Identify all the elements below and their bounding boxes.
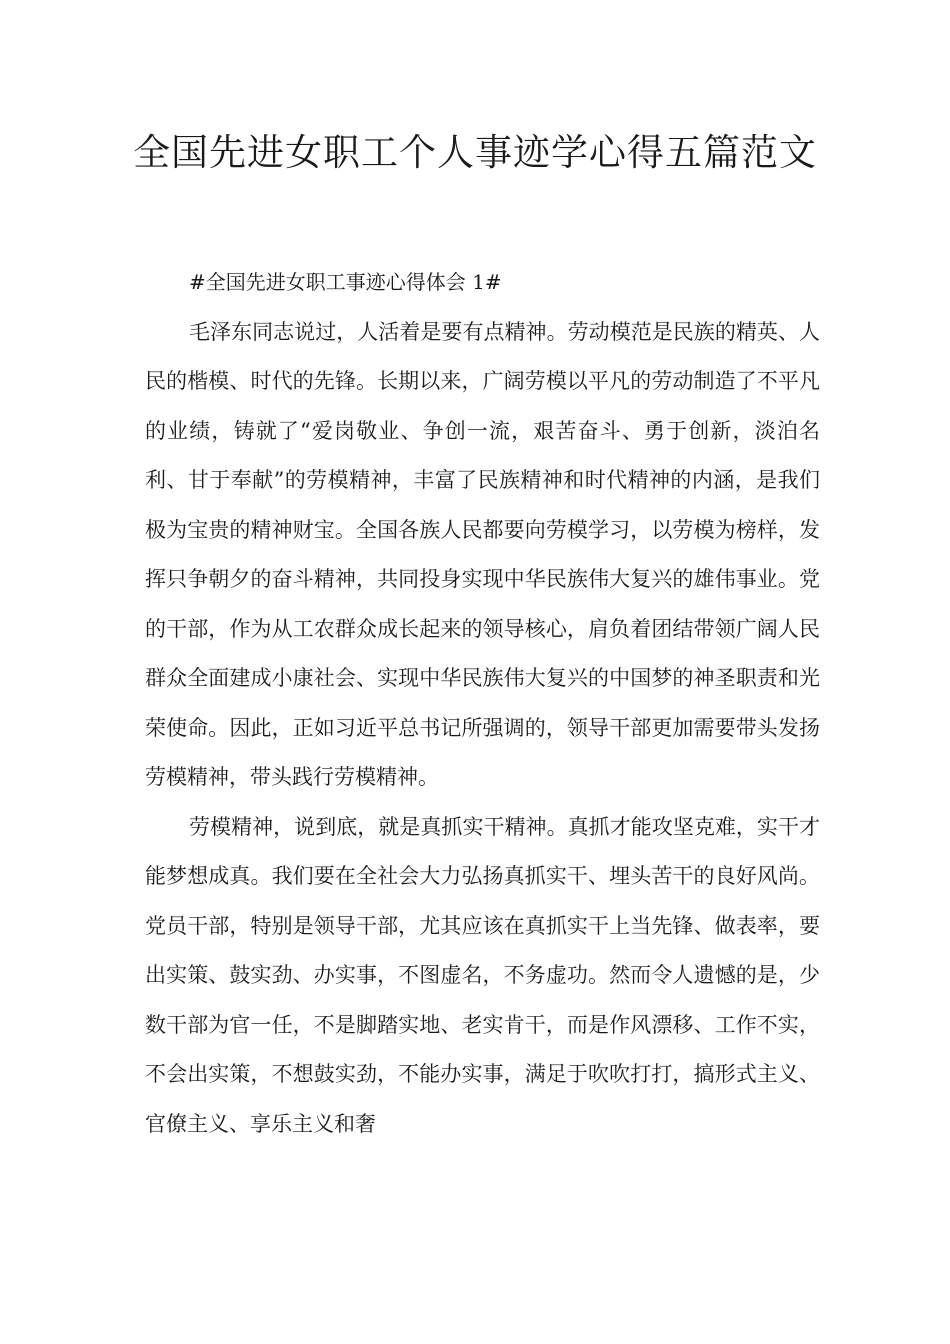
document-body: [145, 258, 820, 1149]
document-title: 全国先进女职工个人事迹学心得五篇范文: [133, 131, 817, 174]
paragraph-1: 毛泽东同志说过，人活着是要有点精神。劳动模范是民族的精英、人民的楷模、时代的先锋。长期以来，广阔劳模以平凡的劳动制造了不平凡的业绩，铸就了“爱岗敬业、争创一流，艰苦奋斗、勇于创新，淡泊名利、甘于奉献”的劳模精神，丰富了民族精神和时代精神的内涵，是我们极为宝贵的精神财宝。全国各族人民都要向劳模学习，以劳模为榜样，发挥只争朝夕的奋斗精神，共同投身实现中华民族伟大复兴的雄伟事业。党的干部，作为从工农群众成长起来的领导核心，肩负着团结带领广阔人民群众全面建成小康社会、实现中华民族伟大复兴的中国梦的神圣职责和光荣使命。因此，正如习近平总书记所强调的，领导干部更加需要带头发扬劳模精神，带头践行劳模精神。: [145, 319, 820, 789]
section-heading: #全国先进女职工事迹心得体会 1#: [189, 270, 502, 294]
paragraph-2: 劳模精神，说到底，就是真抓实干精神。真抓才能攻坚克难，实干才能梦想成真。我们要在全社会大力弘扬真抓实干、埋头苦干的良好风尚。党员干部，特别是领导干部，尤其应该在真抓实干上当先锋、做表率，要出实策、鼓实劲、办实事，不图虚名，不务虚功。然而令人遗憾的是，少数干部为官一任，不是脚踏实地、老实肯干，而是作风漂移、工作不实，不会出实策，不想鼓实劲，不能办实事，满足于吹吹打打，搞形式主义、官僚主义、享乐主义和奢: [145, 814, 820, 1136]
